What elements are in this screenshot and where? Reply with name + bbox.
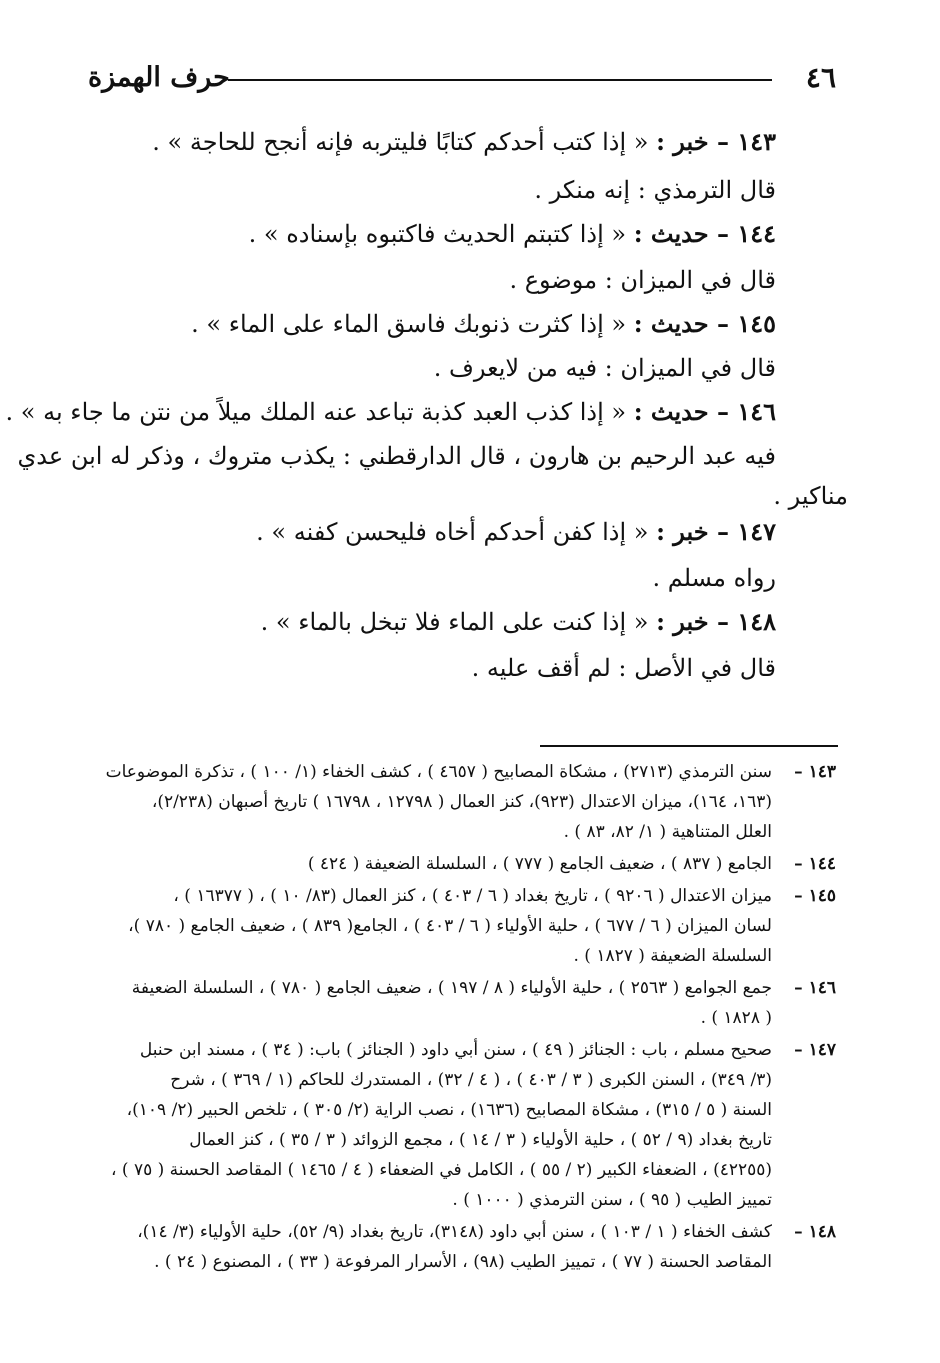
footnote-number: ١٤٥ – xyxy=(794,886,836,906)
entry-146-note-line-2: مناكير . xyxy=(773,482,848,510)
entry-text: « إذا كنت على الماء فلا تبخل بالماء » . xyxy=(260,608,649,636)
footnote-line: لسان الميزان ( ٦ / ٦٧٧ ) ، حلية الأولياء ( ٦ / ٤٠٣ ) ، الجامع( ٨٣٩ ) ، ضعيف الجامع ( ٧٨٠ )، xyxy=(128,916,772,936)
footnote-number: ١٤٣ – xyxy=(794,762,836,782)
entry-text: « إذا كفن أحدكم أخاه فليحسن كفنه » . xyxy=(256,518,649,546)
footnote-line: الجامع ( ٨٣٧ ) ، ضعيف الجامع ( ٧٧٧ ) ، السلسلة الضعيفة ( ٤٢٤ ) xyxy=(307,854,772,874)
entry-label: ١٤٨ – خبر : xyxy=(656,607,776,636)
entry-text: « إذا كتب أحدكم كتابًا فليتربه فإنه أنجح للحاجة » . xyxy=(152,128,649,156)
footnote-line: تمييز الطيب ( ٩٥ ) ، سنن الترمذي ( ١٠٠٠ ) . xyxy=(452,1190,772,1210)
footnote-148 xyxy=(100,1217,836,1277)
section-title: حرف الهمزة xyxy=(88,62,230,93)
footnote-line: سنن الترمذي (٢٧١٣) ، مشكاة المصابيح ( ٤٦٥٧ ) ، كشف الخفاء (١/ ١٠٠ ) ، تذكرة الموضوعات xyxy=(105,762,772,782)
entry-148-note: قال في الأصل : لم أقف عليه . xyxy=(471,654,776,682)
page-header xyxy=(88,56,836,100)
entry-label: ١٤٤ – حديث : xyxy=(633,219,776,248)
entry-label: ١٤٣ – خبر : xyxy=(656,127,776,156)
footnote-line: كشف الخفاء ( ١ / ١٠٣ ) ، سنن أبي داود (٣١٤٨)، تاريخ بغداد (٩/ ٥٢)، حلية الأولياء (٣/ ١٤)، xyxy=(137,1222,772,1242)
footnote-number: ١٤٨ – xyxy=(794,1222,836,1242)
entry-144 xyxy=(249,212,776,256)
entry-143-note: قال الترمذي : إنه منكر . xyxy=(534,176,776,204)
entry-143 xyxy=(152,120,776,164)
entry-145-note: قال في الميزان : فيه من لايعرف . xyxy=(433,354,776,382)
entry-144-note: قال في الميزان : موضوع . xyxy=(509,266,776,294)
footnote-number: ١٤٤ – xyxy=(794,854,836,874)
entry-text: « إذا كذب العبد كذبة تباعد عنه الملك ميلاً من نتن ما جاء به » . xyxy=(5,398,627,426)
entry-148 xyxy=(261,600,776,644)
footnote-line: تاريخ بغداد (٩ / ٥٢ ) ، حلية الأولياء ( ٣ / ١٤ ) ، مجمع الزوائد ( ٣ / ٣٥ ) ، كنز العمال xyxy=(189,1130,772,1150)
footnote-144 xyxy=(100,849,836,879)
entry-label: ١٤٦ – حديث : xyxy=(633,397,776,426)
footnote-146 xyxy=(100,973,836,1033)
footnote-number: ١٤٧ – xyxy=(794,1040,836,1060)
entry-text: « إذا كثرت ذنوبك فاسق الماء على الماء » . xyxy=(191,310,627,338)
entry-147-note: رواه مسلم . xyxy=(652,564,776,592)
footnotes xyxy=(100,757,836,1279)
footnote-line: (١٦٣، ١٦٤)، ميزان الاعتدال (٩٢٣)، كنز العمال ( ١٢٧٩٨ ، ١٦٧٩٨ ) تاريخ أصبهان (٢/٢٣٨)، xyxy=(151,792,772,812)
footnote-line: (٣/ ٣٤٩) ، السنن الكبرى ( ٣ / ٤٠٣ ) ، ( ٤ / ٣٢) ، المستدرك للحاكم (١ / ٣٦٩ ) ، شرح xyxy=(170,1070,772,1090)
footnote-143 xyxy=(100,757,836,847)
footnote-separator xyxy=(540,745,838,747)
entry-145 xyxy=(191,302,776,346)
footnote-line: صحيح مسلم ، باب : الجنائز ( ٤٩ ) ، سنن أبي داود ( الجنائز ) باب: ( ٣٤ ) ، مسند ابن حنبل xyxy=(139,1040,772,1060)
page-number: ٤٦ xyxy=(805,61,836,94)
footnote-line: (٤٢٢٥٥) ، الضعفاء الكبير (٢ / ٥٥ ) ، الكامل في الضعفاء ( ٤ / ١٤٦٥ ) المقاصد الحسنة ( ٧٥ ) ، xyxy=(111,1160,772,1180)
entry-text: « إذا كتبتم الحديث فاكتبوه بإسناده » . xyxy=(248,220,627,248)
footnote-line: ( ١٨٢٨ ) . xyxy=(700,1008,772,1028)
entry-146-note-line-1: فيه عبد الرحيم بن هارون ، قال الدارقطني : يكذب متروك ، وذكر له ابن عدي xyxy=(17,442,776,470)
footnote-line: العلل المتناهية ( ١/ ٨٢، ٨٣ ) . xyxy=(563,822,772,842)
footnote-line: المقاصد الحسنة ( ٧٧ ) ، تمييز الطيب (٩٨) ، الأسرار المرفوعة ( ٣٣ ) ، المصنوع ( ٢٤ ) . xyxy=(154,1252,772,1272)
footnote-line: ميزان الاعتدال ( ٩٢٠٦ ) ، تاريخ بغداد ( ٦ / ٤٠٣ ) ، كنز العمال (٨٣/ ١٠ ) ، ( ١٦٣٧٧ ) ، xyxy=(173,886,772,906)
footnote-line: السلسلة الضعيفة ( ١٨٢٧ ) . xyxy=(573,946,772,966)
footnote-147 xyxy=(100,1035,836,1215)
footnote-line: السنة ( ٥ / ٣١٥) ، مشكاة المصابيح (١٦٣٦) ، نصب الراية (٢/ ٣٠٥ ) ، تلخص الحبير (٢/ ١٠٩)، xyxy=(126,1100,772,1120)
entry-label: ١٤٥ – حديث : xyxy=(633,309,776,338)
entry-146 xyxy=(6,390,776,434)
entry-147 xyxy=(256,510,776,554)
footnote-number: ١٤٦ – xyxy=(794,978,836,998)
header-rule xyxy=(228,79,772,81)
footnote-145 xyxy=(100,881,836,971)
entry-label: ١٤٧ – خبر : xyxy=(656,517,776,546)
footnote-line: جمع الجوامع ( ٢٥٦٣ ) ، حلية الأولياء ( ٨ / ١٩٧ ) ، ضعيف الجامع ( ٧٨٠ ) ، السلسلة الضعيفة xyxy=(131,978,772,998)
